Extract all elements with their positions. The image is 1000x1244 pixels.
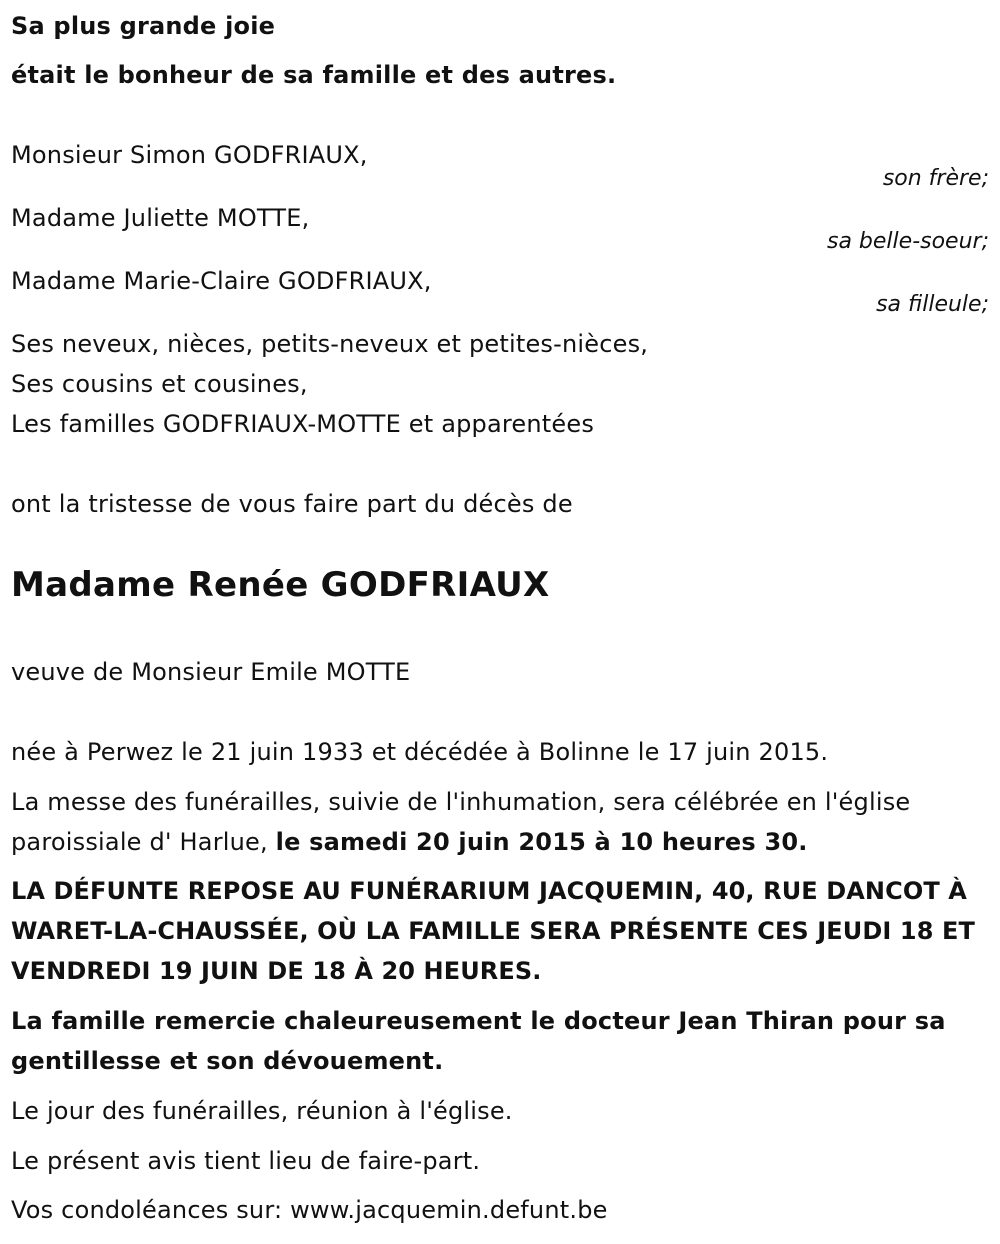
intro-line-1: Sa plus grande joie [11,12,276,40]
family-member-relation: sa belle-soeur; [827,229,989,254]
thanks-line: La famille remercie chaleureusement le docteur Jean Thiran pour sa [11,1007,946,1035]
reunion-text: Le jour des funérailles, réunion à l'église. [11,1097,513,1125]
condolences-text: Vos condoléances sur: www.jacquemin.defunt.be [11,1196,608,1224]
deceased-dates: née à Perwez le 21 juin 1933 et décédée à Bolinne le 17 juin 2015. [11,738,829,766]
family-member-relation: son frère; [882,166,989,191]
visitation-line: WARET-LA-CHAUSSÉE, OÙ LA FAMILLE SERA PRÉSENTE CES JEUDI 18 ET [11,917,975,945]
ceremony-line-1: La messe des funérailles, suivie de l'inhumation, sera célébrée en l'église [11,788,911,816]
ceremony-line-2 [11,827,808,857]
visitation-line: VENDREDI 19 JUIN DE 18 À 20 HEURES. [11,957,542,985]
ceremony-place: paroissiale d' Harlue, [11,828,276,856]
visitation-line: LA DÉFUNTE REPOSE AU FUNÉRARIUM JACQUEMIN, 40, RUE DANCOT À [11,877,967,905]
ceremony-datetime: le samedi 20 juin 2015 à 10 heures 30. [275,828,808,856]
announcement-text: ont la tristesse de vous faire part du décès de [11,490,573,518]
intro-line-2: était le bonheur de sa famille et des autres. [11,61,617,89]
family-member-name: Monsieur Simon GODFRIAUX, [11,141,368,169]
family-member-name: Madame Marie-Claire GODFRIAUX, [11,267,432,295]
family-member-name: Madame Juliette MOTTE, [11,204,310,232]
others-line: Ses neveux, nièces, petits-neveux et petites-nièces, [11,330,649,358]
others-line: Ses cousins et cousines, [11,370,308,398]
notice-text: Le présent avis tient lieu de faire-part. [11,1147,481,1175]
others-line: Les familles GODFRIAUX-MOTTE et apparentées [11,410,595,438]
deceased-name: Madame Renée GODFRIAUX [11,565,550,605]
thanks-line: gentillesse et son dévouement. [11,1047,444,1075]
deceased-spouse: veuve de Monsieur Emile MOTTE [11,658,411,686]
family-member-relation: sa filleule; [876,292,989,317]
